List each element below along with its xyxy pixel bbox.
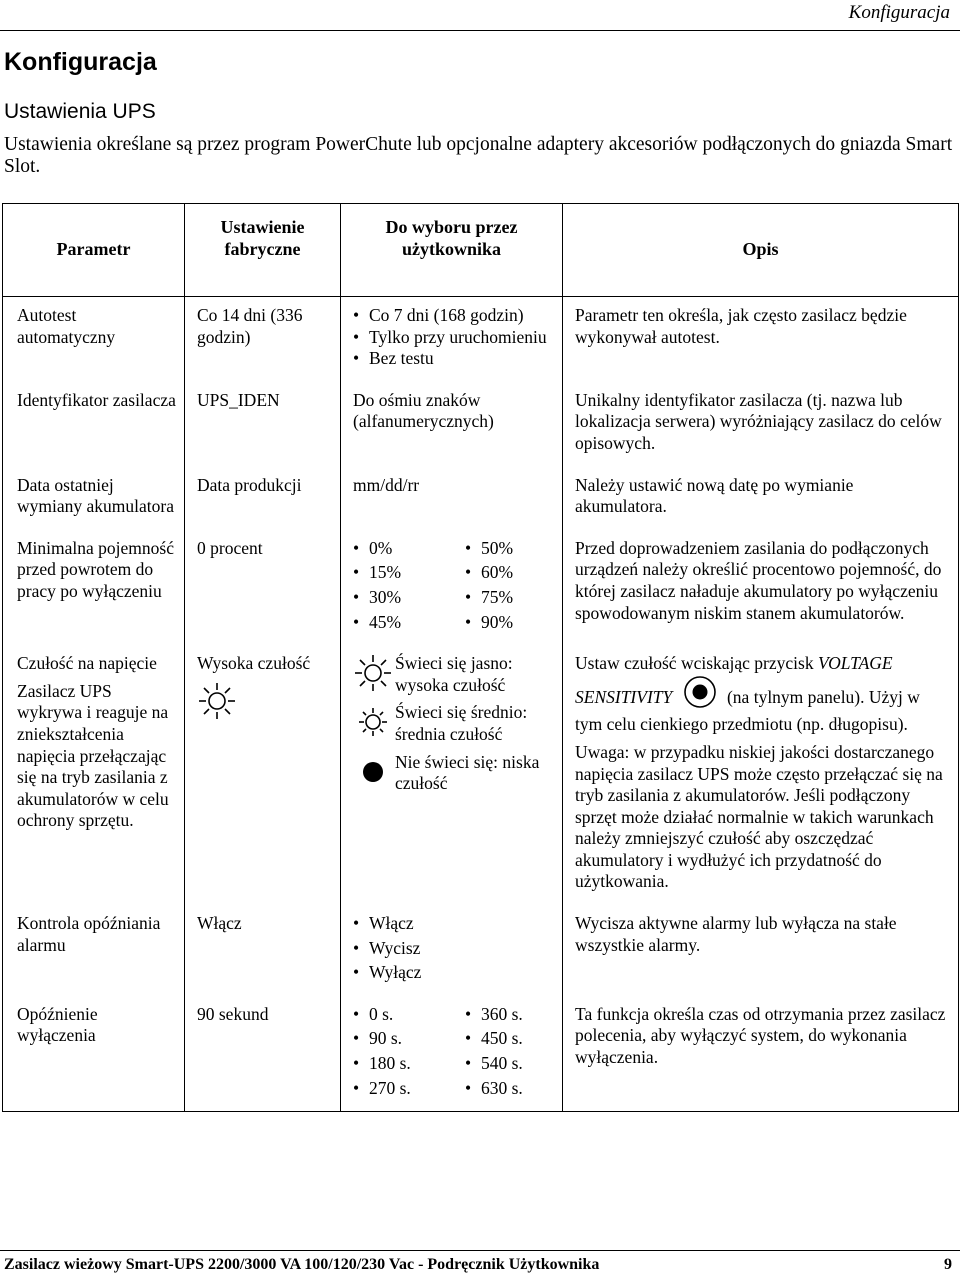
sensitivity-option (353, 752, 556, 795)
options-cell (341, 532, 563, 647)
description-cell: Parametr ten określa, jak często zasilacz będzie wykonywał autotest. (563, 297, 959, 384)
description-cell: Należy ustawić nową datę po wymianie akumulatora. (563, 469, 959, 532)
option-item: • 0% (353, 538, 465, 560)
sun-bright-icon (197, 681, 334, 727)
table-header-row (3, 204, 959, 297)
option-item: • 60% (465, 562, 555, 584)
option-item: • 0 s. (353, 1004, 465, 1026)
options-cell (341, 297, 563, 384)
options-cell (341, 998, 563, 1112)
option-item: • Wyłącz (353, 962, 556, 984)
option-item: • 50% (465, 538, 555, 560)
description-cell: Przed doprowadzeniem zasilania do podłączonych urządzeń należy określić procentowo pojemność, do której zasilacz naładuje akumulatory po wyłączeniu spowodowanym niskim stanem akumulatorów. (563, 532, 959, 647)
option-item: • 180 s. (353, 1053, 465, 1075)
options-cell (341, 647, 563, 907)
description-cell (563, 647, 959, 907)
option-item: • 540 s. (465, 1053, 555, 1075)
option-item: Świeci się średnio: średnia czułość (395, 702, 528, 744)
options-cell (341, 907, 563, 998)
option-item: Świeci się jasno: wysoka czułość (395, 653, 513, 695)
option-item: • 30% (353, 587, 465, 609)
table-row (3, 384, 959, 469)
description-cell: Ta funkcja określa czas od otrzymania przez zasilacz polecenia, aby wyłączyć system, do wykonania wyłączenia. (563, 998, 959, 1112)
table-row (3, 907, 959, 998)
option-item: • Wycisz (353, 938, 556, 960)
running-head: Konfiguracja (848, 2, 950, 23)
param-cell: Opóźnienie wyłączenia (3, 998, 185, 1112)
param-cell: Identyfikator zasilacza (3, 384, 185, 469)
option-item: • Tylko przy uruchomieniu (353, 327, 556, 349)
button-name: VOLTAGE SENSITIVITY (575, 653, 893, 707)
table-row (3, 469, 959, 532)
sensitivity-instruction (575, 653, 948, 736)
section-title: Ustawienia UPS (4, 100, 156, 123)
push-button-icon (683, 675, 717, 715)
page-number: 9 (944, 1256, 952, 1273)
sensitivity-option (353, 702, 556, 745)
description-cell: Unikalny identyfikator zasilacza (tj. nazwa lub lokalizacja serwera) wyróżniający zasilacz do celów opisowych. (563, 384, 959, 469)
factory-cell: 90 sekund (185, 998, 341, 1112)
option-item: • Co 7 dni (168 godzin) (353, 305, 556, 327)
sensitivity-note: Uwaga: w przypadku niskiej jakości dostarczanego napięcia zasilacz UPS może często przełączać się na tryb zasilania z akumulatorów. Jeśli podłączony sprzęt może działać normalnie w takich warunkach należy zmniejszyć czułość aby oszczędzać akumulatory i wydłużyć ich przydatność do użytkowania. (575, 741, 943, 892)
options-cell: Do ośmiu znaków (alfanumerycznych) (341, 384, 563, 469)
param-cell: Kontrola opóźniania alarmu (3, 907, 185, 998)
table-row (3, 998, 959, 1112)
option-item: • Włącz (353, 913, 556, 935)
table-row (3, 647, 959, 907)
param-cell (3, 647, 185, 907)
option-item: • 450 s. (465, 1028, 555, 1050)
footer-rule (0, 1250, 960, 1251)
option-item: • 75% (465, 587, 555, 609)
option-item: • Bez testu (353, 348, 556, 370)
column-header: Do wyboru przez użytkownika (341, 204, 563, 297)
instruction-text: (na tylnym panelu). Użyj w tym celu cienkiego przedmiotu (np. długopisu). (575, 686, 920, 735)
factory-cell: 0 procent (185, 532, 341, 647)
sensitivity-option (353, 653, 556, 696)
factory-value: Wysoka czułość (197, 653, 311, 674)
description-cell: Wycisza aktywne alarmy lub wyłącza na stałe wszystkie alarmy. (563, 907, 959, 998)
factory-cell: UPS_IDEN (185, 384, 341, 469)
instruction-text: Ustaw czułość wciskając przycisk (575, 653, 814, 674)
option-item: • 360 s. (465, 1004, 555, 1026)
filled-circle-icon (353, 752, 393, 792)
option-item: Nie świeci się: niska czułość (395, 751, 540, 794)
option-item: • 45% (353, 612, 465, 634)
column-header: Opis (563, 204, 959, 297)
options-cell: mm/dd/rr (341, 469, 563, 532)
table-row (3, 532, 959, 647)
option-item: • 90% (465, 612, 555, 634)
factory-cell: Data produkcji (185, 469, 341, 532)
factory-cell: Co 14 dni (336 godzin) (185, 297, 341, 384)
header-rule (0, 30, 960, 31)
column-header: Parametr (3, 204, 185, 297)
sun-bright-icon (353, 653, 393, 693)
page-footer: Zasilacz wieżowy Smart-UPS 2200/3000 VA 100/120/230 Vac - Podręcznik Użytkownika (4, 1256, 600, 1273)
page-title: Konfiguracja (4, 48, 157, 76)
option-item: • 630 s. (465, 1078, 555, 1100)
option-item: • 90 s. (353, 1028, 465, 1050)
intro-paragraph: Ustawienia określane są przez program PowerChute lub opcjonalne adaptery akcesoriów podłączonych do gniazda Smart Slot. (4, 134, 953, 177)
param-name: Czułość na napięcie (17, 653, 157, 674)
column-header: Ustawienie fabryczne (185, 204, 341, 297)
factory-cell (185, 647, 341, 907)
option-item: • 15% (353, 562, 465, 584)
factory-cell: Włącz (185, 907, 341, 998)
param-cell: Data ostatniej wymiany akumulatora (3, 469, 185, 532)
settings-table (2, 203, 959, 1112)
param-note: Zasilacz UPS wykrywa i reaguje na zniekształcenia napięcia przełączając się na tryb zasilania z akumulatorów w celu ochrony sprzętu. (17, 680, 169, 831)
table-row (3, 297, 959, 384)
param-cell: Autotest automatyczny (3, 297, 185, 384)
param-cell: Minimalna pojemność przed powrotem do pracy po wyłączeniu (3, 532, 185, 647)
sun-medium-icon (353, 702, 393, 742)
option-item: • 270 s. (353, 1078, 465, 1100)
